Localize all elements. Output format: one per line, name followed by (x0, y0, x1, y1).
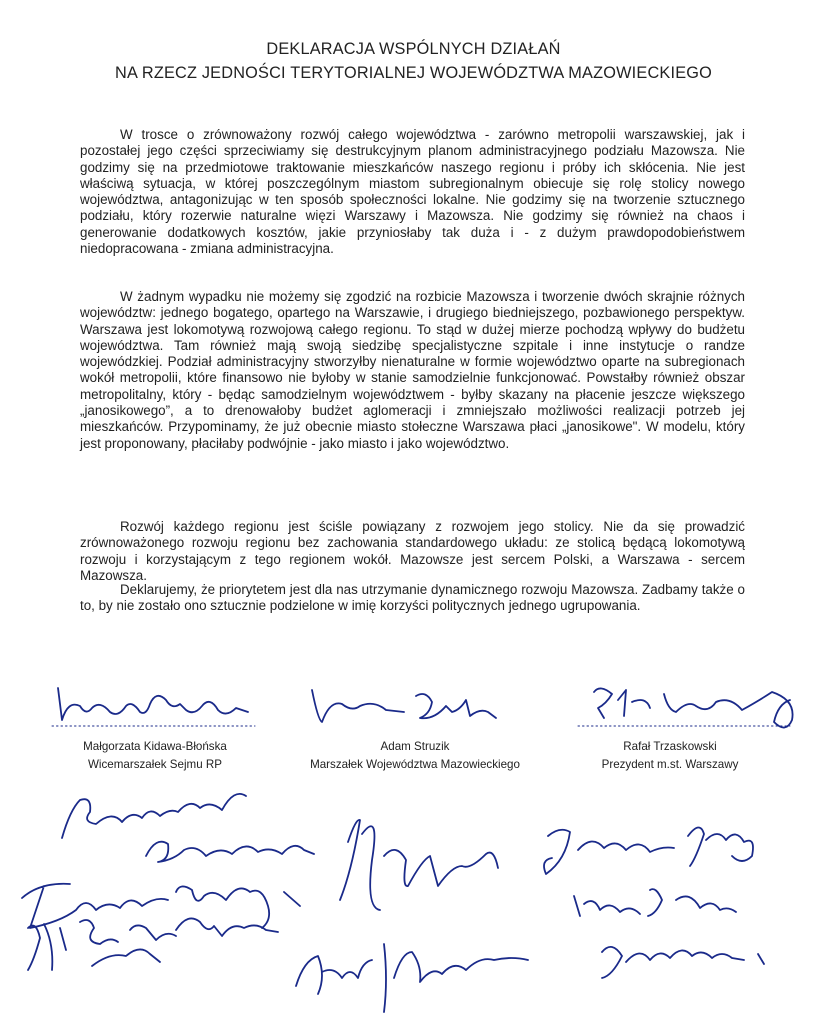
document-title-line1: DEKLARACJA WSPÓLNYCH DZIAŁAŃ (266, 40, 561, 58)
paragraph-text: Rozwój każdego regionu jest ściśle powiązany z rozwojem jego stolicy. Nie da się prowadzić zrównoważonego rozwoju regionu bez zachowania standardowego układu: ze stolicą będącą lokomotywą rozwoju i korzystającym z tego regionem wokół. Mazowsze jest sercem Polski, a Warszawa - sercem Mazowsza. (80, 519, 745, 583)
paragraph-text: Deklarujemy, że priorytetem jest dla nas utrzymanie dynamicznego rozwoju Mazowsza. Zadbamy także o to, by nie zostało ono sztucznie podzielone w imię korzyści politycznych jednego ugrupowania. (80, 582, 745, 614)
paragraph-text: W żadnym wypadku nie możemy się zgodzić na rozbicie Mazowsza i tworzenie dwóch skrajnie różnych województw: jednego bogatego, opartego na Warszawie, i drugiego biedniejszego, pozbawionego perspektyw. Warszawa jest lokomotywą rozwojową całego regionu. To stąd w dużej mierze pochodzą wpływy do budżetu województwa. Tam również mają swoją siedzibę specjalistyczne szpitale i inne instytucje o randze wojewódzkiej. Podział administracyjny stworzyłby nienaturalne w formie województwo oparte na subregionach wokół metropolii, które finansowo nie byłoby w stanie samodzielnie funkcjonować. Powstałby również obszar metropolitalny, który - będąc samodzielnym województwem - byłby skazany na płacenie jeszcze większego „janosikowego”, a to drenowałoby budżet aglomeracji i zmniejszało możliwości realizacji potrzeb jej mieszkańców. Przypominamy, że już obecnie miasto stołeczne Warszawa płaci „janosikowe". W modelu, który jest proponowany, płaciłaby podwójnie - jako miasto i jako województwo. (80, 289, 745, 451)
signatory-name-3: Rafał Trzaskowski (623, 740, 717, 753)
signatory-role-2: Marszałek Województwa Mazowieckiego (310, 758, 520, 771)
paragraph-1 (80, 127, 745, 273)
handwritten-signatures (0, 660, 827, 1034)
signatory-role-1: Wicemarszałek Sejmu RP (87, 758, 222, 771)
document-title-line2: NA RZECZ JEDNOŚCI TERYTORIALNEJ WOJEWÓDZTWA MAZOWIECKIEGO (115, 64, 712, 82)
signatory-name-1: Małgorzata Kidawa-Błońska (83, 740, 227, 753)
paragraph-text: W trosce o zrównoważony rozwój całego województwa - zarówno metropolii warszawskiej, jak i pozostałej jego części sprzeciwiamy się destrukcyjnym planom administracyjnego podziału Mazowsza. Nie godzimy się na przedmiotowe traktowanie mieszkańców naszego regionu i próby ich skłócenia. Nie jest właściwą sytuacja, w której poszczególnym miastom subregionalnym obiecuje się rolę stolicy nowego województwa, antagonizując w ten sposób społeczności lokalne. Nie godzimy się na tworzenie sztucznego podziału, który rozerwie naturalne więzi Warszawy i Mazowsza. Nie godzimy się również na chaos i generowanie dodatkowych kosztów, jakie przyniosłaby tak duża i - z dużym prawdopodobieństwem niedopracowana - zmiana administracyjna. (80, 127, 745, 257)
paragraph-2 (80, 289, 745, 468)
signatory-role-3: Prezydent m.st. Warszawy (601, 758, 739, 771)
paragraph-4 (80, 582, 745, 631)
signatory-name-2: Adam Struzik (380, 740, 450, 753)
